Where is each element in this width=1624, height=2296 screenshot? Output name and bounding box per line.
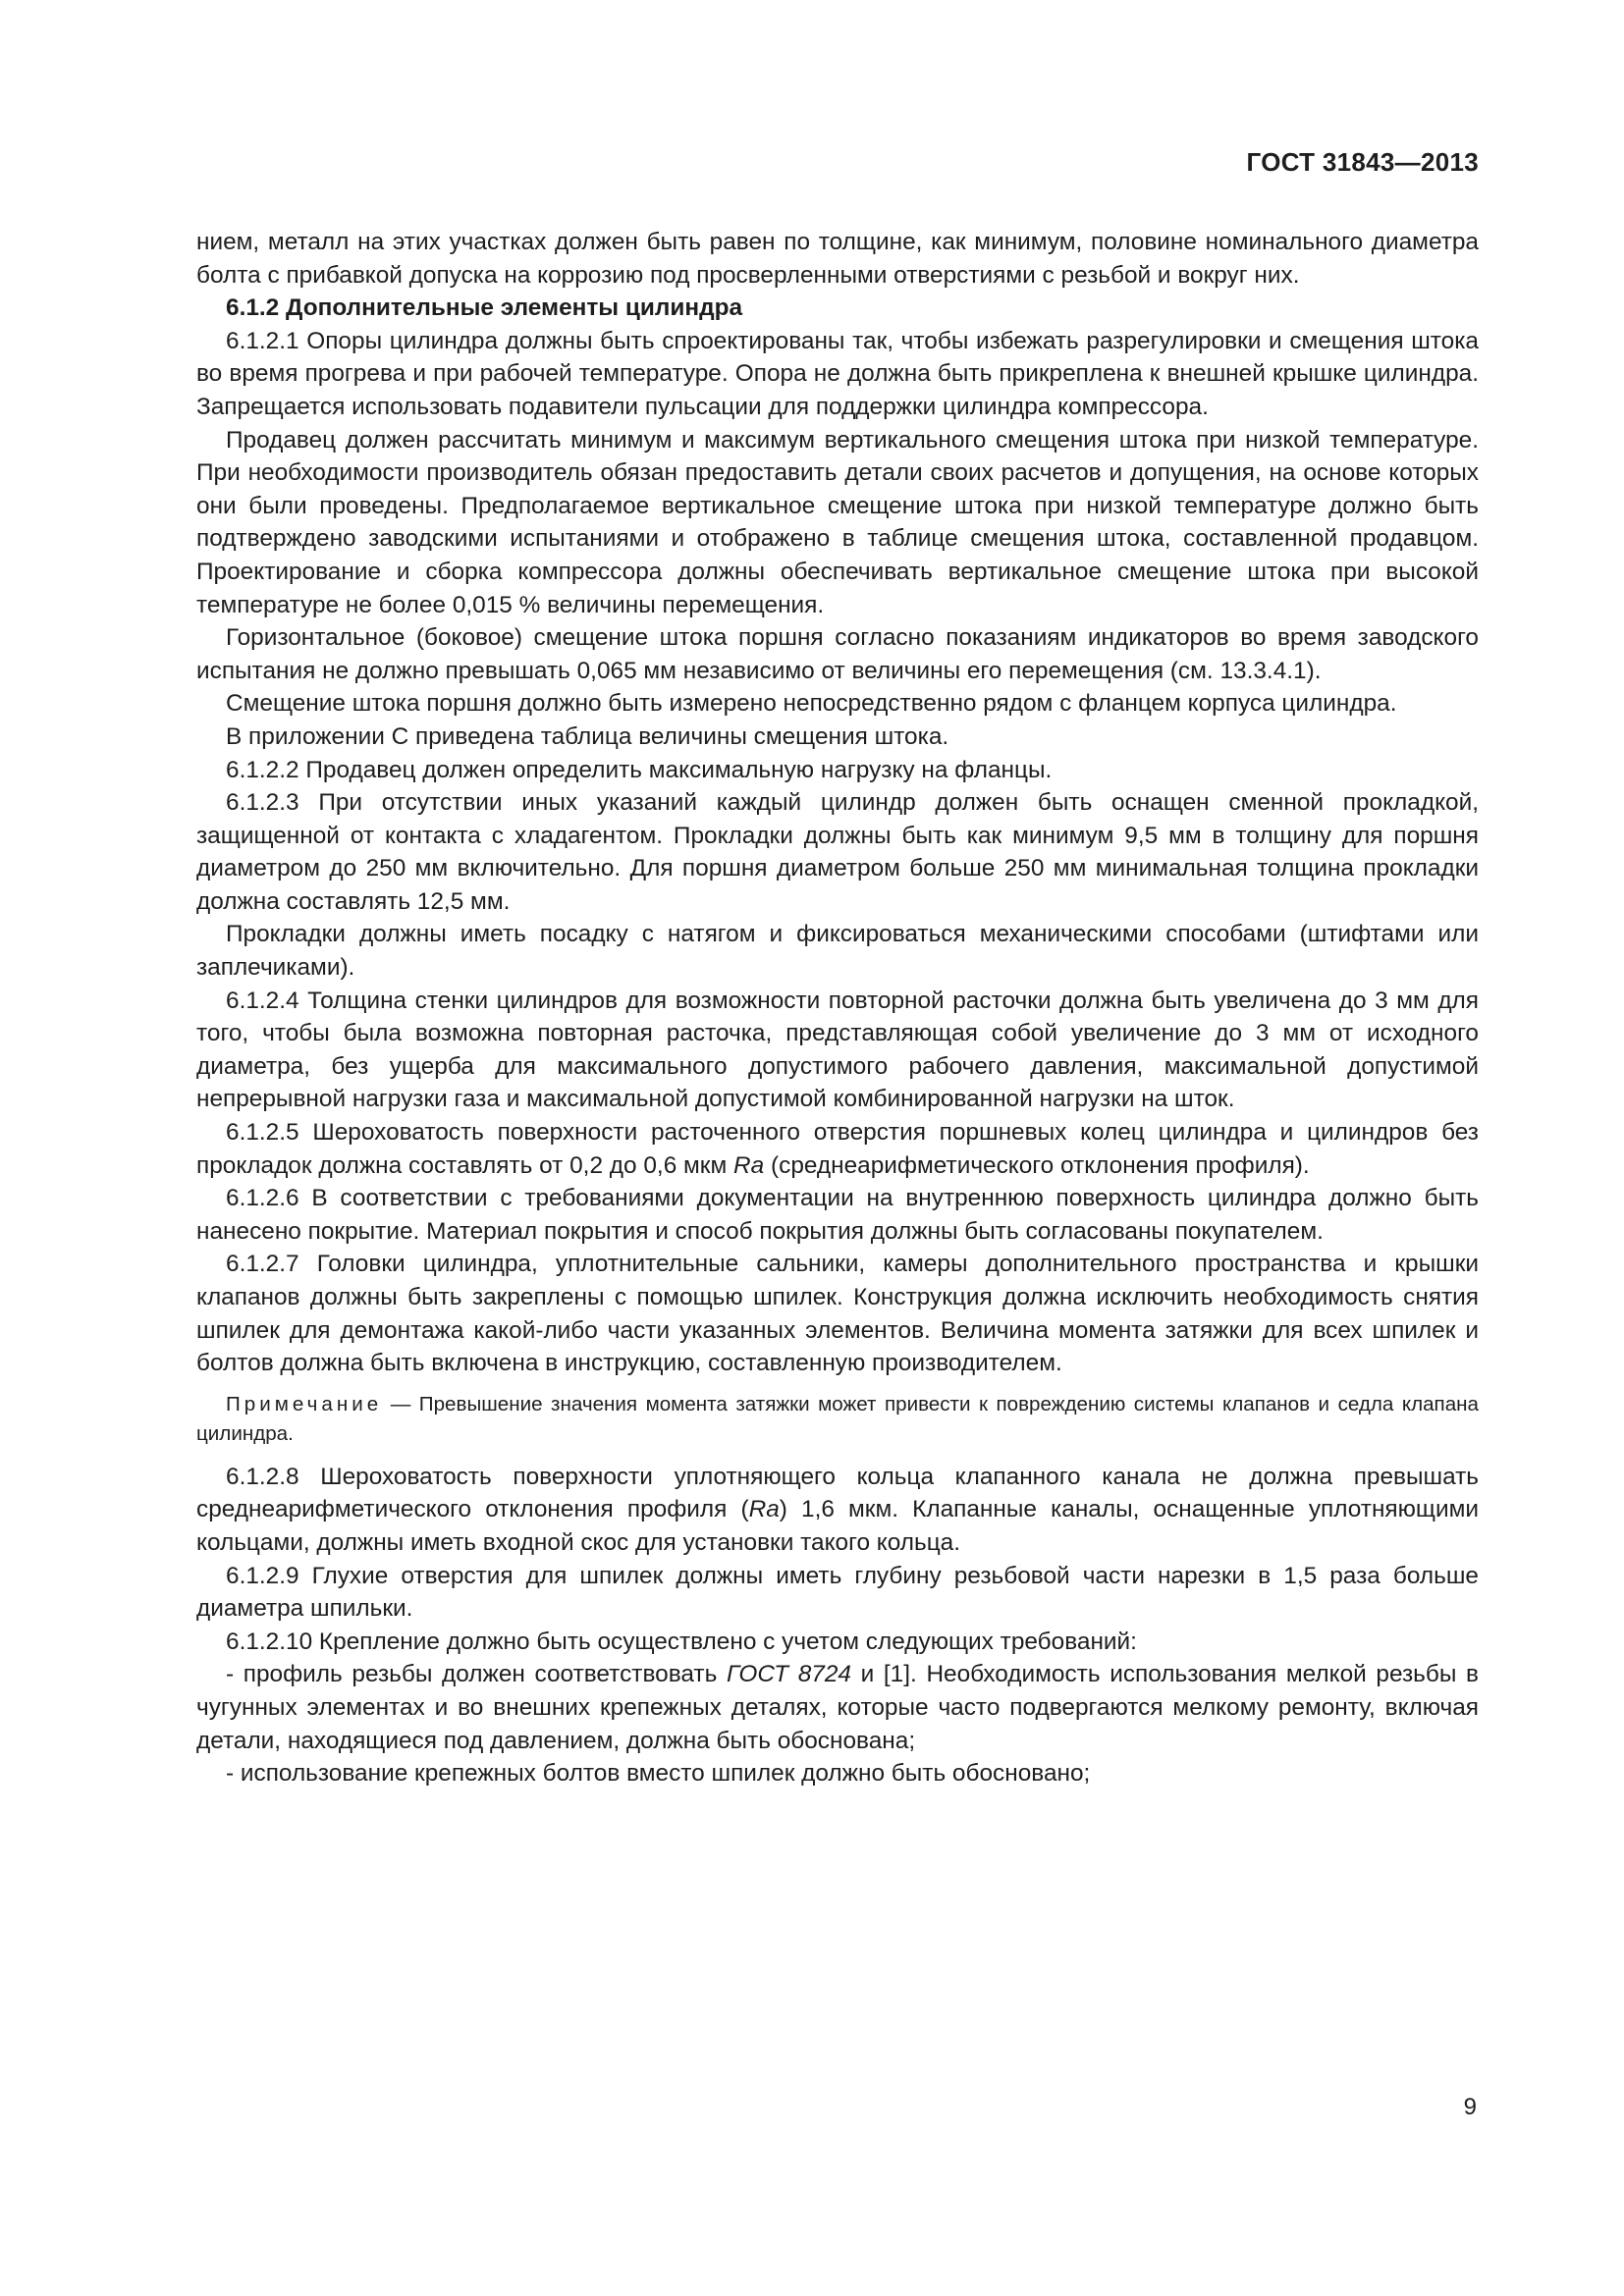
note-text: — Превышение значения момента затяжки может привести к повреждению системы клапанов и седла клапана цилиндра. <box>196 1392 1479 1445</box>
paragraph-6-1-2-4: 6.1.2.4 Толщина стенки цилиндров для возможности повторной расточки должна быть увеличена до 3 мм для того, чтобы была возможна повторная расточка, представляющая собой увеличение до 3 мм от исходного диаметра, без ущерба для максимального допустимого рабочего давления, максимальной допустимой непрерывной нагрузки газа и максимальной допустимой комбинированной нагрузки на шток. <box>196 987 1479 1113</box>
note <box>196 1390 1479 1449</box>
paragraph-vendor-calc: Продавец должен рассчитать минимум и максимум вертикального смещения штока при низкой температуре. При необходимости производитель обязан предоставить детали своих расчетов и допущения, на основе которых они были проведены. Предполагаемое вертикальное смещение штока при низкой температуре должно быть подтверждено заводскими испытаниями и отображено в таблице смещения штока, составленной продавцом. Проектирование и сборка компрессора должны обеспечивать вертикальное смещение штока при высокой температуре не более 0,015 % величины перемещения. <box>196 426 1479 618</box>
paragraph-6-1-2-9: 6.1.2.9 Глухие отверстия для шпилек должны иметь глубину резьбовой части нарезки в 1,5 раза больше диаметра шпильки. <box>196 1562 1479 1623</box>
page-number: 9 <box>1463 2094 1477 2120</box>
text-run: - профиль резьбы должен соответствовать <box>226 1661 727 1688</box>
paragraph-horizontal-offset: Горизонтальное (боковое) смещение штока поршня согласно показаниям индикаторов во время заводского испытания не должно превышать 0,065 мм независимо от величины его перемещения (см. 13.3.4.1). <box>196 624 1479 684</box>
italic-ra: Ra <box>748 1496 780 1523</box>
text-run: 6.1.2.8 Шероховатость поверхности уплотняющего кольца клапанного канала не должна превышать среднеарифметического отклонения профиля ( <box>196 1463 1479 1523</box>
paragraph-6-1-2-6: 6.1.2.6 В соответствии с требованиями документации на внутреннюю поверхность цилиндра должно быть нанесено покрытие. Материал покрытия и способ покрытия должны быть согласованы покупателем. <box>196 1185 1479 1245</box>
list-item-thread-profile <box>196 1658 1479 1757</box>
document-code-header: ГОСТ 31843—2013 <box>1246 147 1479 177</box>
text-run: и [1]. Необходимость использования мелкой резьбы в чугунных элементах и во внешних крепежных деталях, которые часто подвергаются мелкому ремонту, включая детали, находящиеся под давлением, должна быть обоснована; <box>196 1661 1479 1754</box>
document-body <box>196 226 1479 1790</box>
note-label: Примечание <box>226 1392 383 1415</box>
text-run: (среднеарифметического отклонения профиля). <box>764 1151 1310 1179</box>
paragraph-6-1-2-1: 6.1.2.1 Опоры цилиндра должны быть спроектированы так, чтобы избежать разрегулировки и смещения штока во время прогрева и при рабочей температуре. Опора не должна быть прикреплена к внешней крышке цилиндра. Запрещается использовать подавители пульсации для поддержки цилиндра компрессора. <box>196 327 1479 420</box>
paragraph-6-1-2-3: 6.1.2.3 При отсутствии иных указаний каждый цилиндр должен быть оснащен сменной прокладкой, защищенной от контакта с хладагентом. Прокладки должны быть как минимум 9,5 мм в толщину для поршня диаметром до 250 мм включительно. Для поршня диаметром больше 250 мм минимальная толщина прокладки должна составлять 12,5 мм. <box>196 789 1479 915</box>
section-heading-6-1-2: 6.1.2 Дополнительные элементы цилиндра <box>226 294 743 322</box>
paragraph-offset-measure: Смещение штока поршня должно быть измерено непосредственно рядом с фланцем корпуса цилиндра. <box>226 690 1397 718</box>
paragraph-6-1-2-5 <box>196 1116 1479 1182</box>
paragraph-6-1-2-8 <box>196 1461 1479 1560</box>
list-item-bolts: - использование крепежных болтов вместо шпилек должно быть обосновано; <box>226 1760 1091 1788</box>
italic-ra: Ra <box>733 1151 765 1179</box>
paragraph-6-1-2-2: 6.1.2.2 Продавец должен определить максимальную нагрузку на фланцы. <box>226 756 1053 783</box>
paragraph-liners: Прокладки должны иметь посадку с натягом и фиксироваться механическими способами (штифтами или заплечиками). <box>196 921 1479 982</box>
paragraph-6-1-2-10: 6.1.2.10 Крепление должно быть осуществлено с учетом следующих требований: <box>226 1628 1137 1655</box>
italic-gost-ref: ГОСТ 8724 <box>726 1661 851 1688</box>
paragraph-6-1-2-7: 6.1.2.7 Головки цилиндра, уплотнительные сальники, камеры дополнительного пространства и крышки клапанов должны быть закреплены с помощью шпилек. Конструкция должна исключить необходимость снятия шпилек для демонтажа какой-либо части указанных элементов. Величина момента затяжки для всех шпилек и болтов должна быть включена в инструкцию, составленную производителем. <box>196 1251 1479 1377</box>
text-run: 6.1.2.5 Шероховатость поверхности расточенного отверстия поршневых колец цилиндра и цилиндров без прокладок должна составлять от 0,2 до 0,6 мкм <box>196 1119 1479 1179</box>
paragraph-appendix-ref: В приложении С приведена таблица величины смещения штока. <box>226 722 949 750</box>
paragraph-continuation: нием, металл на этих участках должен быть равен по толщине, как минимум, половине номинального диаметра болта с прибавкой допуска на коррозию под просверленными отверстиями с резьбой и вокруг них. <box>196 229 1479 289</box>
text-run: ) 1,6 мкм. Клапанные каналы, оснащенные уплотняющими кольцами, должны иметь входной скос для установки такого кольца. <box>196 1496 1479 1556</box>
